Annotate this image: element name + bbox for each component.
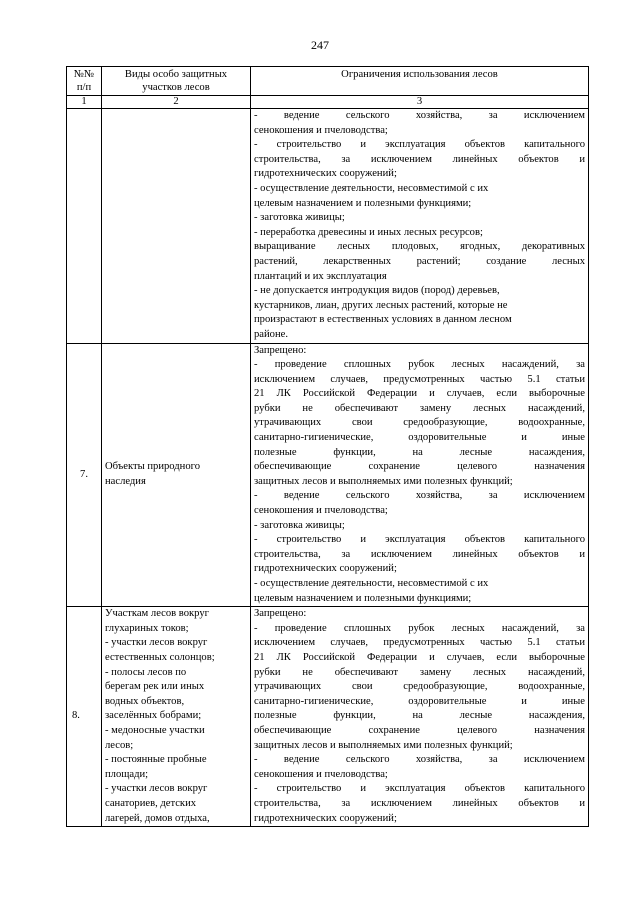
forest-kind-line: заселённых бобрами; <box>105 710 202 722</box>
forest-kind-cell <box>102 109 251 344</box>
restriction-line: - ведение сельского хозяйства, за исключением <box>254 490 585 502</box>
restriction-line: - строительство и эксплуатация объектов капитального <box>254 783 585 795</box>
header-num: №№ п/п <box>67 67 102 96</box>
header-restrictions: Ограничения использования лесов <box>251 67 589 96</box>
restriction-line: исключением случаев, предусмотренных частью 5.1 статьи <box>254 637 585 649</box>
restriction-line: строительства, за исключением линейных объектов и <box>254 548 585 560</box>
forest-kind-line: площади; <box>105 768 149 780</box>
restriction-line: - заготовка живицы; <box>254 212 345 224</box>
restriction-line: целевым назначением и полезными функциями; <box>254 592 472 604</box>
restriction-line: утрачивающих свои средообразующие, водоохранные, <box>254 681 585 693</box>
column-number: 2 <box>102 96 251 109</box>
forest-kind-line: лагерей, домов отдыха, <box>105 812 210 824</box>
restriction-line: - строительство и эксплуатация объектов капитального <box>254 534 585 546</box>
restriction-line: Запрещено: <box>254 344 307 356</box>
restrictions-cell <box>251 343 589 607</box>
forest-kind-cell <box>102 343 251 607</box>
forest-kind-cell <box>102 607 251 827</box>
restriction-line: сенокошения и пчеловодства; <box>254 505 388 517</box>
forest-kind-line: естественных солонцов; <box>105 651 215 663</box>
restrictions-cell <box>251 607 589 827</box>
restriction-line: защитных лесов и выполняемых ими полезных функций; <box>254 475 513 487</box>
restriction-line: исключением случаев, предусмотренных частью 5.1 статьи <box>254 373 585 385</box>
restriction-line: - ведение сельского хозяйства, за исключением <box>254 110 585 121</box>
table-row <box>67 109 589 344</box>
restriction-line: полезные функции, на лесные насаждения, <box>254 710 585 722</box>
column-numbers-row <box>67 96 589 109</box>
restriction-line: гидротехнических сооружений; <box>254 812 397 824</box>
restriction-line: рубки не обеспечивают замену лесных насаждений, <box>254 402 585 414</box>
row-number <box>67 109 102 344</box>
forest-kind-line: Участкам лесов вокруг <box>105 608 209 620</box>
row-number: 7. <box>67 343 102 607</box>
table-row <box>67 343 589 607</box>
forest-kind-line: санаториев, детских <box>105 797 197 809</box>
restriction-line: Запрещено: <box>254 608 307 620</box>
forest-kind-line: - участки лесов вокруг <box>105 637 208 649</box>
forest-kind-line: - постоянные пробные <box>105 754 207 766</box>
restriction-line: выращивание лесных плодовых, ягодных, декоративных <box>254 241 585 253</box>
forest-kind-line: - медоносные участки <box>105 724 205 736</box>
restriction-line: обеспечивающие сохранение целевого назначения <box>254 461 585 473</box>
restriction-line: санитарно-гигиенические, оздоровительные и иные <box>254 432 585 444</box>
forest-kind-line: лесов; <box>105 739 134 751</box>
forest-kind-line: Объекты природного <box>105 461 201 473</box>
restriction-line: целевым назначением и полезными функциями; <box>254 197 472 209</box>
restriction-line: плантаций и их эксплуатация <box>254 270 387 282</box>
restriction-line: - проведение сплошных рубок лесных насаждений, за <box>254 622 585 634</box>
restriction-line: районе. <box>254 328 288 340</box>
restriction-line: обеспечивающие сохранение целевого назначения <box>254 724 585 736</box>
restriction-line: гидротехнических сооружений; <box>254 563 397 575</box>
restrictions-table <box>66 66 589 827</box>
restriction-line: полезные функции, на лесные насаждения, <box>254 446 585 458</box>
restriction-line: сенокошения и пчеловодства; <box>254 768 388 780</box>
restriction-line: - осуществление деятельности, несовместимой с их <box>254 182 489 194</box>
restriction-line: - осуществление деятельности, несовместимой с их <box>254 578 489 589</box>
restriction-line: 21 ЛК Российской Федерации и случаев, если выборочные <box>254 388 585 400</box>
restriction-line: произрастают в естественных условиях в данном лесном <box>254 314 512 326</box>
forest-kind-line: наследия <box>105 475 146 487</box>
restriction-line: - ведение сельского хозяйства, за исключением <box>254 754 585 766</box>
table-header-row <box>67 67 589 96</box>
restriction-line: гидротехнических сооружений; <box>254 168 397 180</box>
restriction-line: - не допускается интродукция видов (пород) деревьев, <box>254 285 500 297</box>
header-kind: Виды особо защитных участков лесов <box>102 67 251 96</box>
restriction-line: растений, лекарственных растений; создание лесных <box>254 255 585 267</box>
restriction-line: санитарно-гигиенические, оздоровительные и иные <box>254 695 585 707</box>
restriction-line: кустарников, лиан, других лесных растений, которые не <box>254 299 508 311</box>
restriction-line: строительства, за исключением линейных объектов и <box>254 153 585 165</box>
restriction-line: утрачивающих свои средообразующие, водоохранные, <box>254 417 585 429</box>
restriction-line: - заготовка живицы; <box>254 519 345 531</box>
restriction-line: защитных лесов и выполняемых ими полезных функций; <box>254 739 513 751</box>
forest-kind-line: глухариных токов; <box>105 622 189 634</box>
restriction-line: - проведение сплошных рубок лесных насаждений, за <box>254 359 585 371</box>
restriction-line: рубки не обеспечивают замену лесных насаждений, <box>254 666 585 678</box>
column-number: 3 <box>251 96 589 109</box>
restrictions-cell <box>251 109 589 344</box>
forest-kind-line: берегам рек или иных <box>105 681 205 693</box>
row-number: 8. <box>67 607 102 827</box>
table-row <box>67 607 589 827</box>
restriction-line: - строительство и эксплуатация объектов капитального <box>254 139 585 151</box>
restriction-line: 21 ЛК Российской Федерации и случаев, если выборочные <box>254 651 585 663</box>
restriction-line: строительства, за исключением линейных объектов и <box>254 797 585 809</box>
forest-kind-line: водных объектов, <box>105 695 185 707</box>
column-number: 1 <box>67 96 102 109</box>
restriction-line: - переработка древесины и иных лесных ресурсов; <box>254 226 483 238</box>
forest-kind-line: - полосы лесов по <box>105 666 187 678</box>
restriction-line: сенокошения и пчеловодства; <box>254 124 388 136</box>
forest-kind-line: - участки лесов вокруг <box>105 783 208 795</box>
page-number: 247 <box>311 38 329 52</box>
